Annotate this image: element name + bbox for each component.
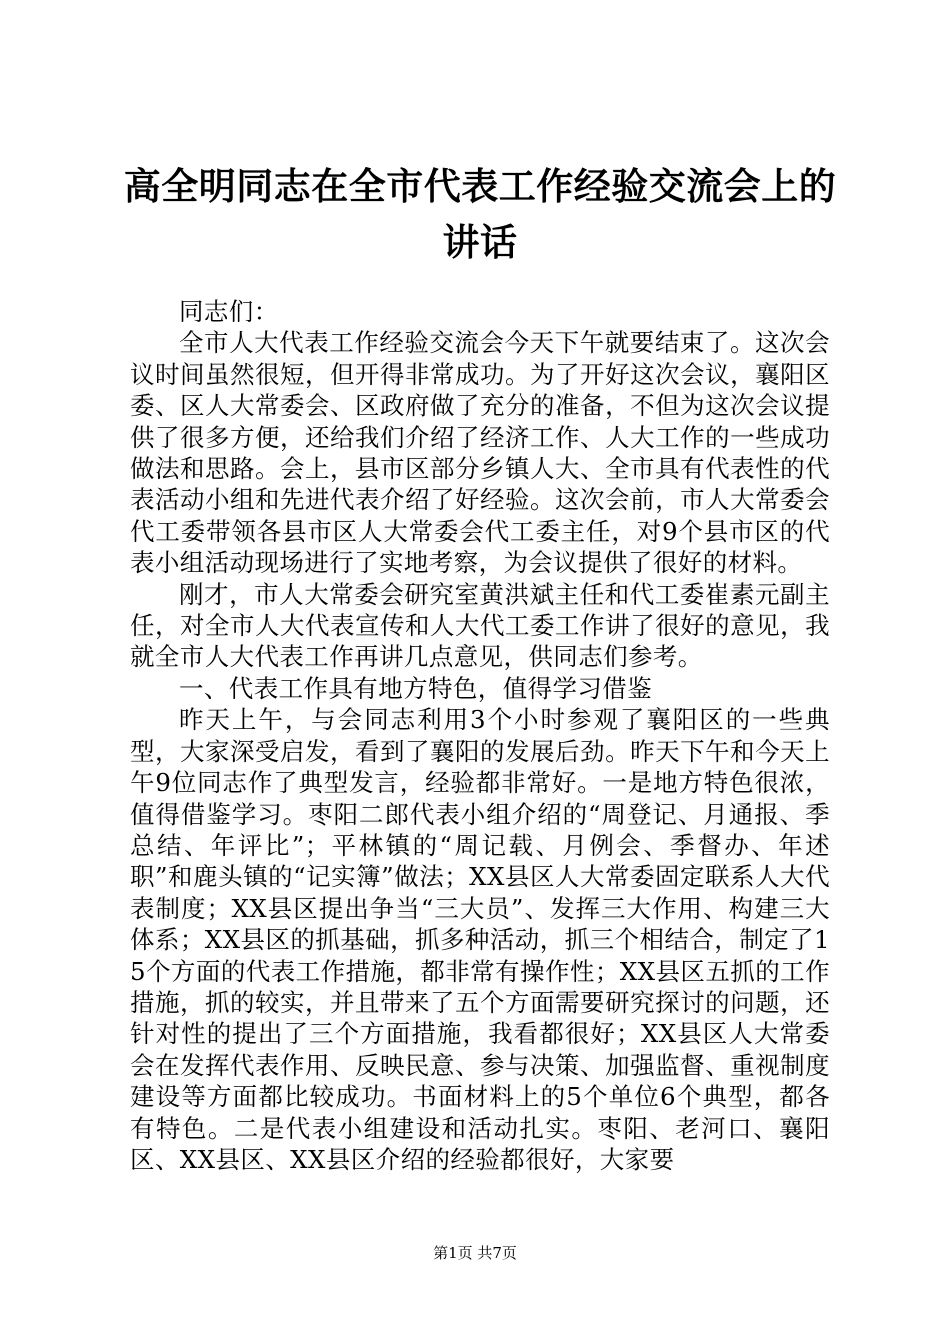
body-paragraph: 昨天上午，与会同志利用3个小时参观了襄阳区的一些典型，大家深受启发，看到了襄阳的发展后劲。昨天下午和今天上午9位同志作了典型发言，经验都非常好。一是地方特色很浓，值得借鉴学习。枣阳二郎代表小组介绍的“周登记、月通报、季总结、年评比”；平林镇的“周记载、月例会、季督办、年述职”和鹿头镇的“记实簿”做法；XX县区人大常委固定联系人大代表制度；XX县区提出争当“三大员”、发挥三大作用、构建三大体系；XX县区的抓基础，抓多种活动，抓三个相结合，制定了15个方面的代表工作措施，都非常有操作性；XX县区五抓的工作措施，抓的较实，并且带来了五个方面需要研究探讨的问题，还针对性的提出了三个方面措施，我看都很好；XX县区人大常委会在发挥代表作用、反映民意、参与决策、加强监督、重视制度建设等方面都比较成功。书面材料上的5个单位6个典型，都各有特色。二是代表小组建设和活动扎实。枣阳、老河口、襄阳区、XX县区、XX县区介绍的经验都很好，大家要 [130, 705, 830, 1174]
section-heading: 一、代表工作具有地方特色，值得学习借鉴 [179, 673, 653, 703]
body-paragraph: 刚才，市人大常委会研究室黄洪斌主任和代工委崔素元副主任，对全市人大代表宣传和人大代工委工作讲了很好的意见，我就全市人大代表工作再讲几点意见，供同志们参考。 [130, 579, 830, 672]
page-footer: 第1页 共7页 [433, 1244, 517, 1262]
body-paragraph: 全市人大代表工作经验交流会今天下午就要结束了。这次会议时间虽然很短，但开得非常成功。为了开好这次会议，襄阳区委、区人大常委会、区政府做了充分的准备，不但为这次会议提供了很多方便，还给我们介绍了经济工作、人大工作的一些成功做法和思路。会上，县市区部分乡镇人大、全市具有代表性的代表活动小组和先进代表介绍了好经验。这次会前，市人大常委会代工委带领各县市区人大常委会代工委主任，对9个县市区的代表小组活动现场进行了实地考察，为会议提供了很好的材料。 [130, 328, 830, 578]
document-title: 高全明同志在全市代表工作经验交流会上的讲话 [123, 164, 837, 264]
salutation-paragraph: 同志们： [179, 297, 279, 326]
document-body [130, 296, 830, 1175]
